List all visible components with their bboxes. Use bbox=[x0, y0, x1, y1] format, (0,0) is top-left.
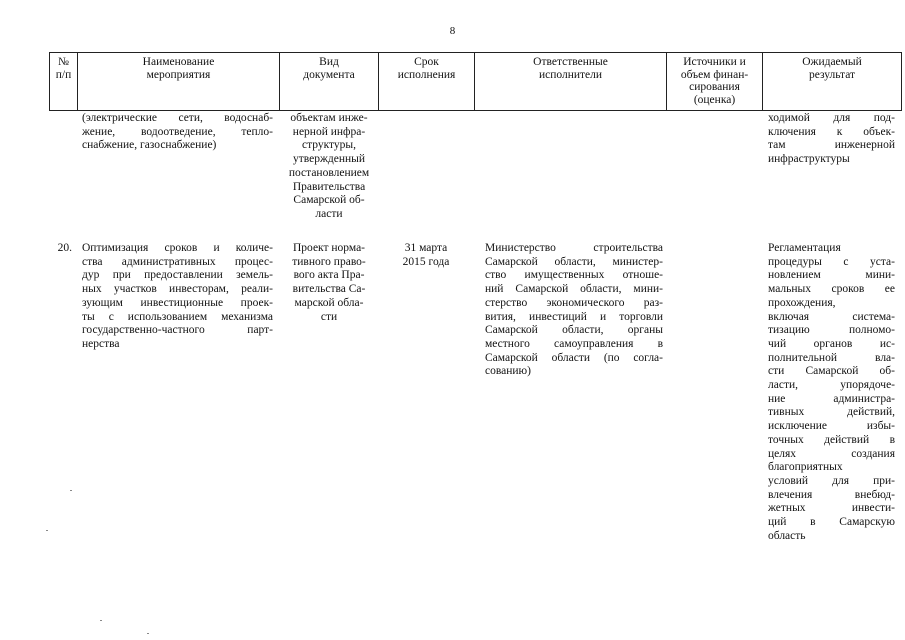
header-funding-sources: Источники и объем финан- сирования (оценка) bbox=[680, 56, 749, 106]
scan-speck bbox=[46, 530, 48, 531]
table-top-border bbox=[49, 52, 902, 53]
header-bottom-border bbox=[49, 110, 902, 111]
table-right-border bbox=[901, 52, 902, 111]
scan-speck bbox=[147, 633, 149, 634]
row20-expected-result: Регламентация процедуры с уста- новлением мини- мальных сроков ее прохождения, включая система- тизацию полномо- чий органов ис- полнительной вла- сти Самарской об- ласти, упорядоче- ние администра- тивных действий, исключение избы- точных действий в целях создания благоприятных условий для при- влечения внебюд- жетных инвести- ций в Самарскую область bbox=[768, 242, 895, 542]
row20-document-type: Проект норма- тивного право- вого акта Пра- вительства Са- марской обла- сти bbox=[292, 242, 366, 323]
row20-executors: Министерство строительства Самарской области, министер- ство имущественных отноше- ний Самарской области, мини- стерство экономического раз- вития, инвестиций и торговли Самарской области, органы местного самоуправления в Самарской области (по согла- сованию) bbox=[485, 242, 663, 378]
row20-deadline: 31 марта 2015 года bbox=[402, 242, 450, 268]
continuation-document-type: объектам инже- нерной инфра- структуры, утвержденный постановлением Правительства Самарской об- ласти bbox=[288, 112, 370, 220]
header-number: № п/п bbox=[55, 56, 72, 81]
header-event-name: Наименование мероприятия bbox=[142, 56, 215, 81]
page-number: 8 bbox=[449, 25, 456, 37]
row20-event-name: Оптимизация сроков и количе- ства административных процес- дур при предоставлении земель- ных участков инвесторам, реали- зующим инвестиционные проек- ты с использованием механизма государственно-частного парт- нерства bbox=[82, 242, 273, 350]
continuation-expected-result: ходимой для под- ключения к объек- там инженерной инфраструктуры bbox=[768, 112, 895, 166]
row-number: 20. bbox=[57, 242, 72, 254]
scan-speck bbox=[70, 490, 72, 491]
continuation-event-name: (электрические сети, водоснаб- жение, водоотведение, тепло- снабжение, газоснабжение) bbox=[82, 112, 273, 152]
header-expected-result: Ожидаемый результат bbox=[802, 56, 862, 81]
header-executors: Ответственные исполнители bbox=[533, 56, 608, 81]
header-deadline: Срок исполнения bbox=[397, 56, 456, 81]
scan-speck bbox=[100, 620, 102, 621]
header-document-type: Вид документа bbox=[303, 56, 355, 81]
